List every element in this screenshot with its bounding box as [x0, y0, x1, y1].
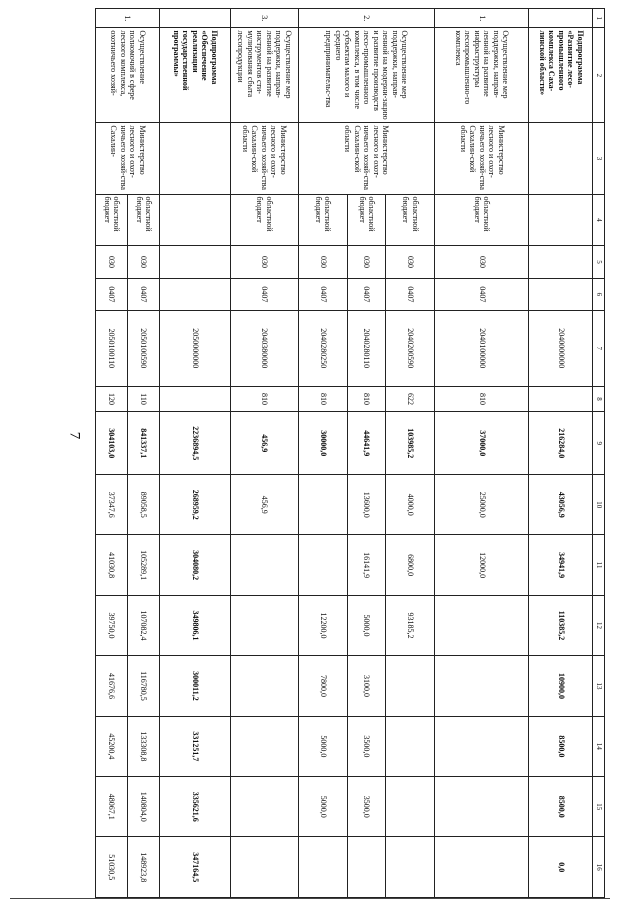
cell-grbs: 030: [298, 246, 347, 278]
cell-source: областной бюджет: [128, 194, 160, 246]
cell-rzpr: 0407: [347, 278, 385, 310]
cell-rzpr: [160, 278, 230, 310]
cell-year: 43056,9: [529, 475, 593, 535]
cell-source: областной бюджет: [230, 194, 298, 246]
header-cell: 7: [593, 311, 605, 387]
cell-source: областной бюджет: [435, 194, 529, 246]
cell-year: 34941,9: [529, 535, 593, 595]
cell-year: [386, 656, 435, 716]
budget-table: [95, 8, 605, 898]
cell-csr: 2040380000: [230, 311, 298, 387]
cell-year: 51030,5: [96, 837, 128, 898]
cell-year: [386, 777, 435, 837]
cell-year: 5000,0: [298, 716, 347, 776]
cell-grbs: [529, 246, 593, 278]
cell-year: [347, 837, 385, 898]
cell-year: 8500,0: [529, 716, 593, 776]
cell-vr: 810: [298, 386, 347, 412]
cell-year: 13600,0: [347, 475, 385, 535]
cell-csr: 2040100000: [435, 311, 529, 387]
cell-num: [160, 9, 230, 28]
cell-year: 148923,8: [128, 837, 160, 898]
cell-rzpr: 0407: [386, 278, 435, 310]
header-cell: 6: [593, 278, 605, 310]
header-cell: 3: [593, 123, 605, 194]
cell-year: 25000,0: [435, 475, 529, 535]
cell-year: 5000,0: [347, 595, 385, 655]
cell-year: 0,0: [529, 837, 593, 898]
cell-year: 48067,1: [96, 777, 128, 837]
cell-year: 45200,4: [96, 716, 128, 776]
cell-vr: 110: [128, 386, 160, 412]
table-row: [386, 9, 435, 898]
cell-year: 93185,2: [386, 595, 435, 655]
table-row: [230, 9, 298, 898]
cell-year: 331251,7: [160, 716, 230, 776]
cell-executor: [529, 123, 593, 194]
table-row: [128, 9, 160, 898]
cell-year: 3100,0: [347, 656, 385, 716]
header-cell: 16: [593, 837, 605, 898]
cell-year: [230, 535, 298, 595]
cell-grbs: 030: [230, 246, 298, 278]
page-number: 7: [66, 431, 83, 440]
cell-year: 133308,8: [128, 716, 160, 776]
cell-year: [230, 716, 298, 776]
cell-grbs: [160, 246, 230, 278]
cell-grbs: 030: [386, 246, 435, 278]
cell-grbs: 030: [96, 246, 128, 278]
cell-source: областной бюджет: [298, 194, 347, 246]
cell-year: [435, 777, 529, 837]
cell-year: 4000,0: [386, 475, 435, 535]
cell-source: [160, 194, 230, 246]
cell-year: 6800,0: [386, 535, 435, 595]
cell-year: 349806,1: [160, 595, 230, 655]
rotated-table-wrapper: [95, 8, 605, 898]
header-cell: 10: [593, 475, 605, 535]
cell-source: областной бюджет: [96, 194, 128, 246]
cell-num: [529, 9, 593, 28]
cell-year: 140804,0: [128, 777, 160, 837]
cell-year: 89058,5: [128, 475, 160, 535]
cell-vr: 120: [96, 386, 128, 412]
cell-total: 304103,0: [96, 412, 128, 475]
cell-total: 103985,2: [386, 412, 435, 475]
cell-year: 335621,6: [160, 777, 230, 837]
cell-rzpr: [529, 278, 593, 310]
cell-year: 37347,6: [96, 475, 128, 535]
cell-total: 2236894,5: [160, 412, 230, 475]
cell-year: 5000,0: [298, 777, 347, 837]
cell-year: [386, 837, 435, 898]
cell-name: Осуществление мер поддержки, направ-ленной на развитие инфраструктуры лесопромышленно-го комплекса: [435, 28, 529, 123]
cell-year: 268959,2: [160, 475, 230, 535]
header-cell: 13: [593, 656, 605, 716]
cell-num: 1.: [96, 9, 160, 28]
cell-year: 7800,0: [298, 656, 347, 716]
cell-rzpr: 0407: [96, 278, 128, 310]
cell-source: областной бюджет: [347, 194, 385, 246]
cell-executor: Министерство лесного и охот-ничьего хозяй-ства Сахалин-ской области: [230, 123, 298, 194]
cell-year: [435, 716, 529, 776]
cell-csr: 2050000000: [160, 311, 230, 387]
cell-year: [230, 837, 298, 898]
cell-rzpr: 0407: [128, 278, 160, 310]
header-cell: 1: [593, 9, 605, 28]
cell-year: 39750,0: [96, 595, 128, 655]
cell-year: 110385,2: [529, 595, 593, 655]
cell-year: 12000,0: [435, 535, 529, 595]
cell-csr: 2050100590: [128, 311, 160, 387]
cell-executor: Министерство лесного и охот-ничьего хозяй-ства Сахалин-: [96, 123, 160, 194]
page-bottom-divider: [10, 898, 610, 899]
table-row: [160, 9, 230, 898]
cell-year: 12200,0: [298, 595, 347, 655]
cell-year: 347164,5: [160, 837, 230, 898]
cell-year: 107082,4: [128, 595, 160, 655]
cell-name: Осуществление мер поддержки, направ-ленной на модерни-зацию и развитие производств лесо-промышленного комплекса, в том числе субъектам малого и среднего предпринимательс-тва: [298, 28, 435, 123]
cell-rzpr: 0407: [298, 278, 347, 310]
cell-source: областной бюджет: [386, 194, 435, 246]
cell-csr: 2040280250: [298, 311, 347, 387]
cell-executor: [160, 123, 230, 194]
cell-total: 44641,9: [347, 412, 385, 475]
cell-year: 8500,0: [529, 777, 593, 837]
cell-executor: Министерство лесного и охот-ничьего хозяй-ства Сахалин-ской области: [298, 123, 435, 194]
cell-year: 300011,2: [160, 656, 230, 716]
cell-year: 304080,2: [160, 535, 230, 595]
table-row: [529, 9, 593, 898]
header-cell: 2: [593, 28, 605, 123]
header-cell: 14: [593, 716, 605, 776]
cell-total: 37000,0: [435, 412, 529, 475]
cell-vr: 810: [347, 386, 385, 412]
cell-name: Осуществление полномочий в сфере лесного комплекса, охотничьего хозяй-: [96, 28, 160, 123]
cell-year: [230, 777, 298, 837]
header-cell: 8: [593, 386, 605, 412]
cell-year: [230, 656, 298, 716]
cell-csr: 2040200590: [386, 311, 435, 387]
header-cell: 5: [593, 246, 605, 278]
cell-year: 456,9: [230, 475, 298, 535]
cell-year: 41676,6: [96, 656, 128, 716]
cell-vr: 622: [386, 386, 435, 412]
header-cell: 4: [593, 194, 605, 246]
cell-csr: 2040280110: [347, 311, 385, 387]
cell-year: [230, 595, 298, 655]
cell-vr: 810: [435, 386, 529, 412]
cell-csr: 2050100110: [96, 311, 128, 387]
cell-vr: [160, 386, 230, 412]
cell-total: 216284,0: [529, 412, 593, 475]
header-row: [593, 9, 605, 898]
header-cell: 15: [593, 777, 605, 837]
cell-total: 841337,1: [128, 412, 160, 475]
cell-year: 16141,9: [347, 535, 385, 595]
cell-year: [298, 475, 347, 535]
cell-source: [529, 194, 593, 246]
cell-grbs: 030: [435, 246, 529, 278]
cell-year: [435, 656, 529, 716]
cell-year: 3500,0: [347, 777, 385, 837]
cell-executor: Министерство лесного и охот-ничьего хозяй-ства Сахалин-ской области: [435, 123, 529, 194]
cell-year: 3500,0: [347, 716, 385, 776]
cell-year: 116780,5: [128, 656, 160, 716]
cell-year: [298, 837, 347, 898]
cell-year: 10900,0: [529, 656, 593, 716]
header-cell: 11: [593, 535, 605, 595]
header-cell: 12: [593, 595, 605, 655]
table-row: [435, 9, 529, 898]
cell-num: 3.: [230, 9, 298, 28]
cell-year: [435, 595, 529, 655]
header-cell: 9: [593, 412, 605, 475]
cell-year: 105289,1: [128, 535, 160, 595]
cell-rzpr: 0407: [230, 278, 298, 310]
cell-rzpr: 0407: [435, 278, 529, 310]
cell-year: [435, 837, 529, 898]
cell-year: 41030,8: [96, 535, 128, 595]
cell-grbs: 030: [347, 246, 385, 278]
cell-vr: [529, 386, 593, 412]
cell-name: Подпрограмма «Развитие лесо-промышленного комплекса Саха-линской области»: [529, 28, 593, 123]
cell-csr: 2040000000: [529, 311, 593, 387]
cell-year: [386, 716, 435, 776]
cell-vr: 810: [230, 386, 298, 412]
cell-total: 456,9: [230, 412, 298, 475]
cell-name: Подпрограмма «Обеспечение реализации государственной программы»: [160, 28, 230, 123]
cell-num: 2.: [298, 9, 435, 28]
cell-grbs: 030: [128, 246, 160, 278]
cell-total: 30000,0: [298, 412, 347, 475]
cell-year: [298, 535, 347, 595]
cell-num: 1.: [435, 9, 529, 28]
cell-name: Осуществление мер поддержки, направ-ленной на развитие инструментов сти-мулирования сбыта лесопродукции: [230, 28, 298, 123]
